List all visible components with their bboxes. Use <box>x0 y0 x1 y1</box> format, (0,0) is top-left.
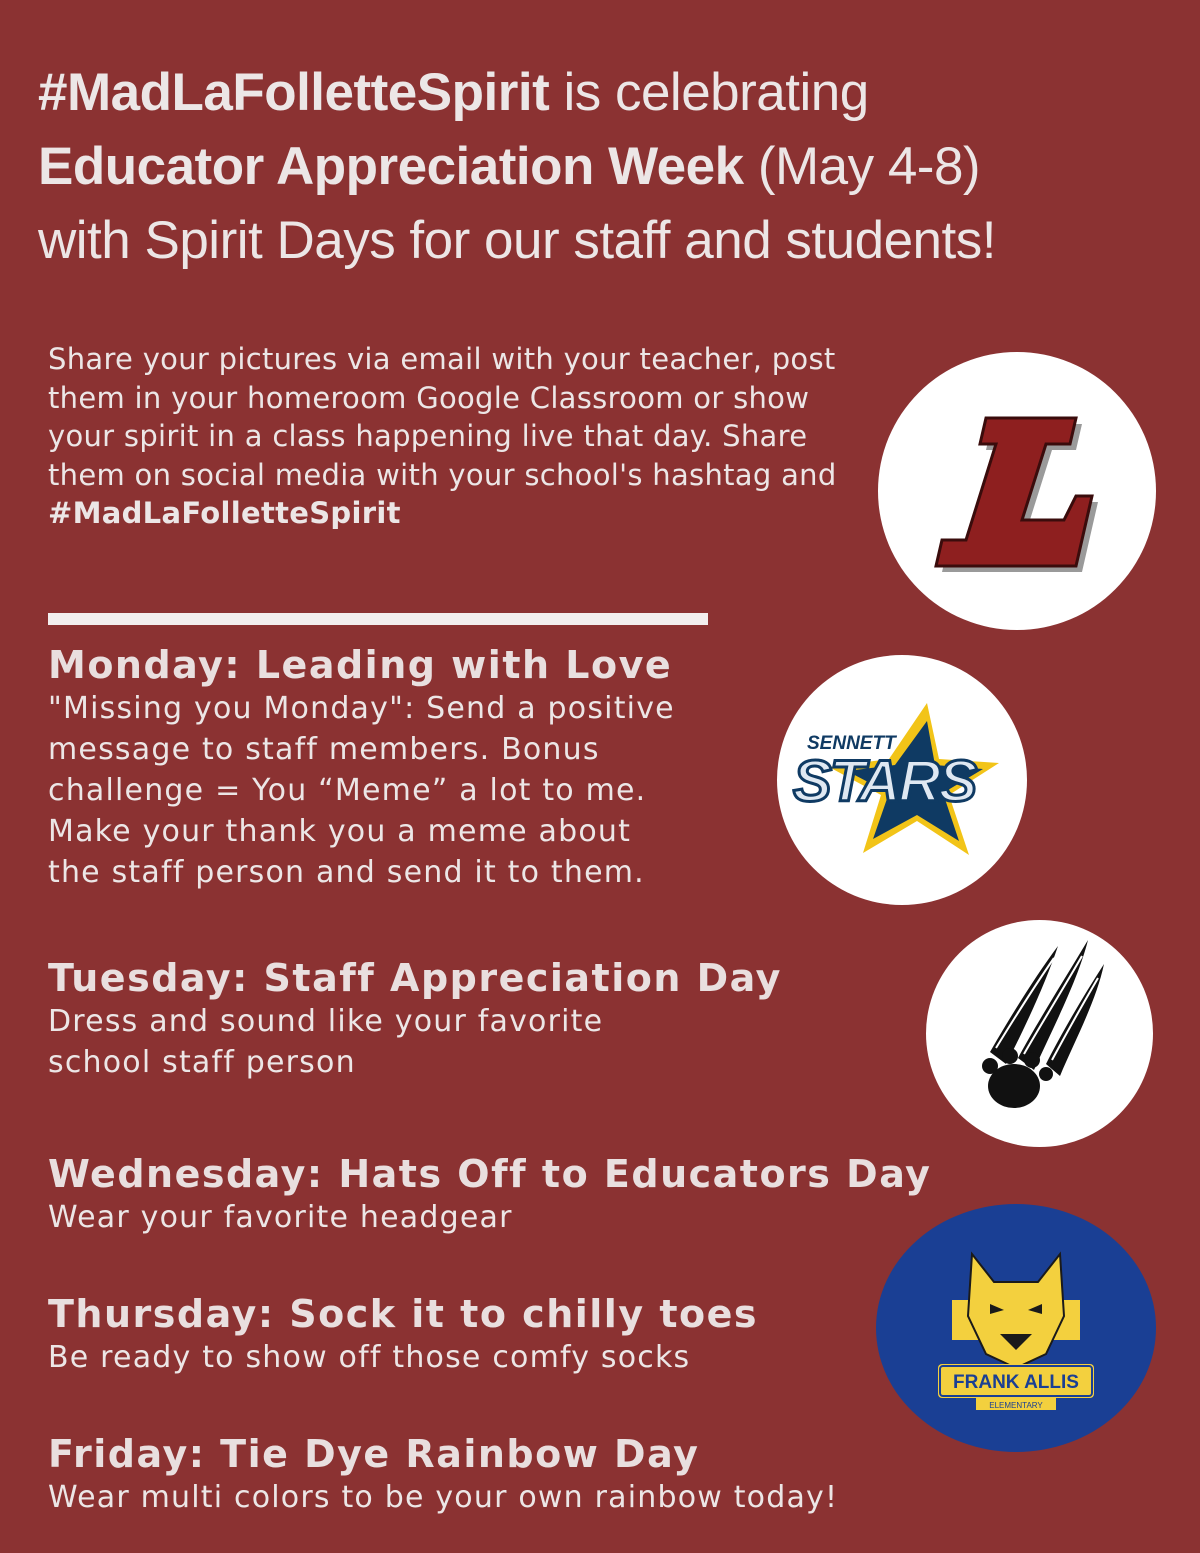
intro-text: Share your pictures via email with your teacher, post them in your homeroom Google Classroom or show your spirit in a class happening live that day. Share them on social media with your school's hashtag and <box>48 342 837 492</box>
headline-line-1 <box>38 56 1178 130</box>
intro-hashtag: #MadLaFolletteSpirit <box>48 496 401 530</box>
headline <box>38 56 1178 278</box>
day-description: "Missing you Monday": Send a positive message to staff members. Bonus challenge = You “Meme” a lot to me. Make your thank you a meme about the staff person and send it to them. <box>48 691 675 890</box>
lafollette-logo <box>878 352 1156 630</box>
headline-text-1: is celebrating <box>549 63 869 122</box>
headline-line-2 <box>38 130 1178 204</box>
day-description: Wear your favorite headgear <box>48 1200 513 1235</box>
day-tuesday <box>48 955 1028 1083</box>
claw-logo <box>926 920 1153 1147</box>
day-description: Dress and sound like your favorite school staff person <box>48 1004 604 1080</box>
day-wednesday <box>48 1151 1028 1238</box>
sennett-top-text: SENNETT <box>807 733 896 754</box>
headline-hashtag: #MadLaFolletteSpirit <box>38 63 550 122</box>
intro-paragraph <box>48 340 868 533</box>
paw-claw-icon <box>926 920 1153 1147</box>
day-title: Wednesday: Hats Off to Educators Day <box>48 1152 932 1196</box>
headline-event: Educator Appreciation Week <box>38 137 744 196</box>
day-friday <box>48 1431 1028 1518</box>
day-title: Monday: Leading with Love <box>48 643 673 687</box>
frank-allis-name: FRANK ALLIS <box>953 1372 1079 1393</box>
sennett-stars-logo <box>777 655 1027 905</box>
frank-allis-logo <box>876 1204 1156 1452</box>
star-icon <box>777 655 1027 905</box>
day-title: Tuesday: Staff Appreciation Day <box>48 956 782 1000</box>
frank-allis-sub: ELEMENTARY <box>989 1401 1043 1410</box>
divider <box>48 613 708 625</box>
day-title: Thursday: Sock it to chilly toes <box>48 1292 758 1336</box>
sennett-main-text: STARS <box>793 749 976 814</box>
headline-line-3: with Spirit Days for our staff and students! <box>38 211 996 270</box>
wildcat-icon <box>876 1204 1156 1452</box>
day-title: Friday: Tie Dye Rainbow Day <box>48 1432 700 1476</box>
lafollette-l-icon <box>878 352 1156 630</box>
day-description: Wear multi colors to be your own rainbow today! <box>48 1480 839 1515</box>
headline-dates: (May 4-8) <box>743 137 981 196</box>
day-description: Be ready to show off those comfy socks <box>48 1340 691 1375</box>
